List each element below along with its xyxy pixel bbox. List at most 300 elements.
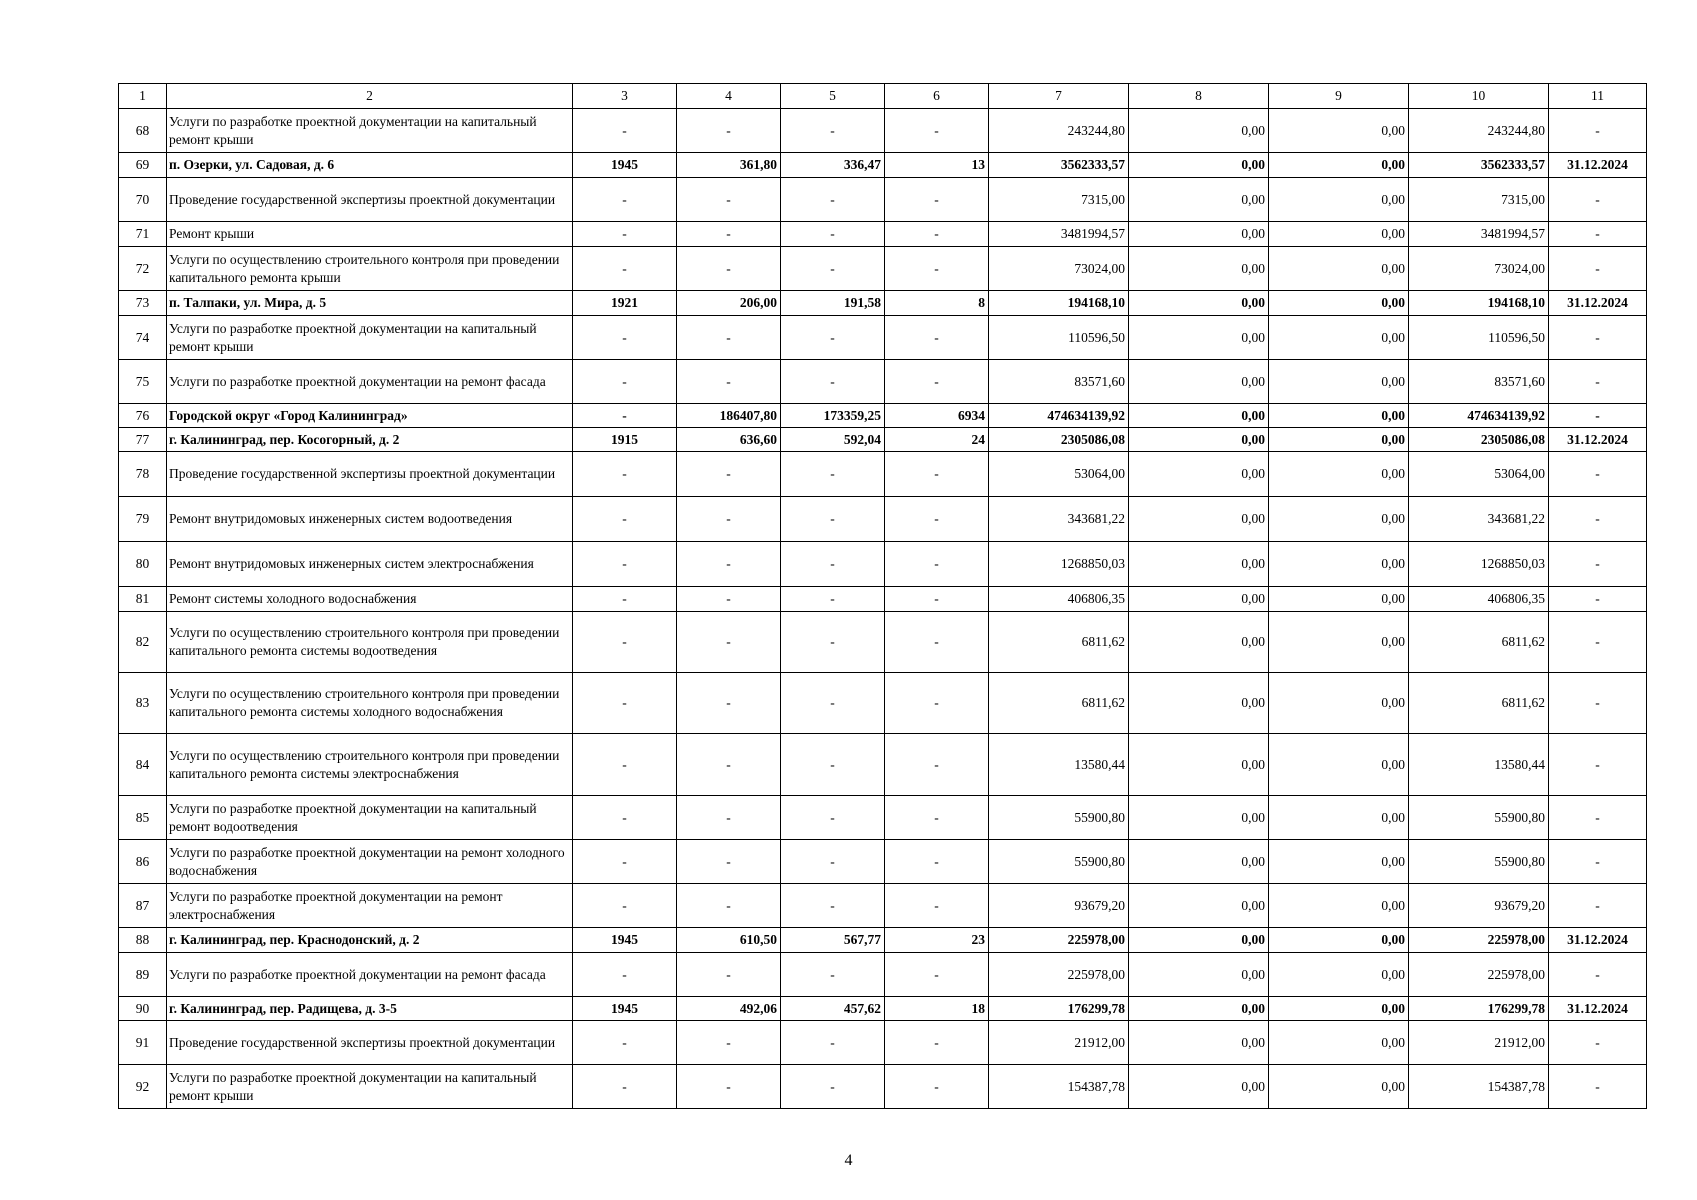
table-header-row: [119, 84, 1647, 109]
value-cell: 2305086,08: [989, 428, 1129, 452]
value-cell: -: [677, 673, 781, 734]
value-cell: -: [1549, 796, 1647, 840]
value-cell: 13580,44: [989, 734, 1129, 796]
value-cell: 0,00: [1129, 153, 1269, 178]
item-name-cell: Услуги по разработке проектной документации на ремонт электроснабжения: [167, 884, 573, 928]
row-number-cell: 73: [119, 291, 167, 316]
value-cell: -: [677, 1021, 781, 1065]
value-cell: -: [677, 542, 781, 587]
value-cell: 154387,78: [989, 1065, 1129, 1109]
item-name-cell: Ремонт системы холодного водоснабжения: [167, 587, 573, 612]
value-cell: -: [781, 178, 885, 222]
value-cell: -: [781, 612, 885, 673]
value-cell: 0,00: [1269, 612, 1409, 673]
column-header: 7: [989, 84, 1129, 109]
item-name-cell: Услуги по разработке проектной документации на ремонт фасада: [167, 953, 573, 997]
table-row: [119, 291, 1647, 316]
item-name-cell: Проведение государственной экспертизы проектной документации: [167, 1021, 573, 1065]
value-cell: 154387,78: [1409, 1065, 1549, 1109]
value-cell: 243244,80: [989, 109, 1129, 153]
table-row: [119, 360, 1647, 404]
value-cell: -: [677, 360, 781, 404]
table-row: [119, 452, 1647, 497]
value-cell: -: [677, 222, 781, 247]
value-cell: -: [573, 1065, 677, 1109]
value-cell: 0,00: [1269, 673, 1409, 734]
value-cell: 1268850,03: [989, 542, 1129, 587]
value-cell: -: [885, 612, 989, 673]
value-cell: 0,00: [1269, 291, 1409, 316]
row-number-cell: 86: [119, 840, 167, 884]
column-header: 8: [1129, 84, 1269, 109]
column-header: 4: [677, 84, 781, 109]
value-cell: 1921: [573, 291, 677, 316]
value-cell: 0,00: [1129, 1021, 1269, 1065]
value-cell: 3481994,57: [989, 222, 1129, 247]
value-cell: -: [781, 316, 885, 360]
value-cell: -: [781, 953, 885, 997]
value-cell: 0,00: [1129, 291, 1269, 316]
value-cell: -: [885, 178, 989, 222]
value-cell: -: [573, 953, 677, 997]
value-cell: 31.12.2024: [1549, 153, 1647, 178]
value-cell: -: [1549, 673, 1647, 734]
value-cell: 336,47: [781, 153, 885, 178]
row-number-cell: 68: [119, 109, 167, 153]
item-name-cell: Услуги по разработке проектной документации на ремонт холодного водоснабжения: [167, 840, 573, 884]
value-cell: 206,00: [677, 291, 781, 316]
value-cell: 1945: [573, 153, 677, 178]
value-cell: -: [885, 796, 989, 840]
value-cell: 83571,60: [1409, 360, 1549, 404]
value-cell: -: [573, 840, 677, 884]
value-cell: -: [1549, 452, 1647, 497]
value-cell: 3562333,57: [989, 153, 1129, 178]
value-cell: -: [573, 316, 677, 360]
value-cell: -: [573, 222, 677, 247]
page-number: 4: [844, 1152, 853, 1169]
value-cell: -: [1549, 953, 1647, 997]
row-number-cell: 87: [119, 884, 167, 928]
item-name-cell: Услуги по осуществлению строительного контроля при проведении капитального ремонта системы водоотведения: [167, 612, 573, 673]
value-cell: 567,77: [781, 928, 885, 953]
table-row: [119, 542, 1647, 587]
value-cell: 176299,78: [989, 997, 1129, 1021]
value-cell: -: [1549, 840, 1647, 884]
value-cell: 0,00: [1269, 222, 1409, 247]
value-cell: 474634139,92: [1409, 404, 1549, 428]
value-cell: 18: [885, 997, 989, 1021]
value-cell: 0,00: [1129, 109, 1269, 153]
value-cell: 361,80: [677, 153, 781, 178]
value-cell: -: [885, 587, 989, 612]
value-cell: -: [781, 360, 885, 404]
table-row: [119, 884, 1647, 928]
item-name-cell: Услуги по осуществлению строительного контроля при проведении капитального ремонта крыши: [167, 247, 573, 291]
value-cell: 110596,50: [1409, 316, 1549, 360]
value-cell: 0,00: [1269, 884, 1409, 928]
value-cell: -: [885, 1021, 989, 1065]
item-name-cell: Проведение государственной экспертизы проектной документации: [167, 452, 573, 497]
row-number-cell: 75: [119, 360, 167, 404]
row-number-cell: 84: [119, 734, 167, 796]
item-name-cell: г. Калининград, пер. Косогорный, д. 2: [167, 428, 573, 452]
value-cell: 0,00: [1269, 1021, 1409, 1065]
value-cell: 492,06: [677, 997, 781, 1021]
value-cell: 0,00: [1269, 1065, 1409, 1109]
value-cell: 225978,00: [1409, 928, 1549, 953]
value-cell: 0,00: [1129, 796, 1269, 840]
row-number-cell: 88: [119, 928, 167, 953]
value-cell: 0,00: [1269, 928, 1409, 953]
item-name-cell: Услуги по осуществлению строительного контроля при проведении капитального ремонта системы электроснабжения: [167, 734, 573, 796]
value-cell: -: [885, 497, 989, 542]
value-cell: 23: [885, 928, 989, 953]
value-cell: 343681,22: [1409, 497, 1549, 542]
value-cell: 406806,35: [989, 587, 1129, 612]
value-cell: 0,00: [1129, 316, 1269, 360]
value-cell: -: [1549, 612, 1647, 673]
value-cell: 31.12.2024: [1549, 928, 1647, 953]
value-cell: -: [677, 840, 781, 884]
table-row: [119, 734, 1647, 796]
table-row: [119, 497, 1647, 542]
value-cell: 6811,62: [989, 612, 1129, 673]
value-cell: 1945: [573, 997, 677, 1021]
value-cell: -: [781, 222, 885, 247]
value-cell: 0,00: [1129, 734, 1269, 796]
table-row: [119, 928, 1647, 953]
value-cell: -: [1549, 1021, 1647, 1065]
table-row: [119, 612, 1647, 673]
column-header: 11: [1549, 84, 1647, 109]
value-cell: -: [573, 178, 677, 222]
value-cell: -: [1549, 734, 1647, 796]
value-cell: -: [885, 360, 989, 404]
value-cell: -: [885, 542, 989, 587]
value-cell: -: [677, 109, 781, 153]
value-cell: -: [573, 734, 677, 796]
row-number-cell: 78: [119, 452, 167, 497]
value-cell: 0,00: [1269, 153, 1409, 178]
value-cell: -: [885, 953, 989, 997]
value-cell: 7315,00: [989, 178, 1129, 222]
value-cell: -: [677, 884, 781, 928]
value-cell: 474634139,92: [989, 404, 1129, 428]
column-header: 9: [1269, 84, 1409, 109]
value-cell: -: [677, 247, 781, 291]
value-cell: 406806,35: [1409, 587, 1549, 612]
row-number-cell: 77: [119, 428, 167, 452]
value-cell: 6811,62: [1409, 673, 1549, 734]
value-cell: -: [573, 673, 677, 734]
value-cell: -: [885, 109, 989, 153]
item-name-cell: Услуги по разработке проектной документации на капитальный ремонт водоотведения: [167, 796, 573, 840]
value-cell: -: [1549, 1065, 1647, 1109]
value-cell: 0,00: [1129, 884, 1269, 928]
value-cell: -: [1549, 222, 1647, 247]
value-cell: 0,00: [1129, 222, 1269, 247]
value-cell: -: [1549, 542, 1647, 587]
row-number-cell: 69: [119, 153, 167, 178]
value-cell: 0,00: [1269, 109, 1409, 153]
table-row: [119, 1021, 1647, 1065]
value-cell: 191,58: [781, 291, 885, 316]
value-cell: 0,00: [1269, 840, 1409, 884]
value-cell: -: [677, 587, 781, 612]
value-cell: 13: [885, 153, 989, 178]
item-name-cell: г. Калининград, пер. Краснодонский, д. 2: [167, 928, 573, 953]
table-row: [119, 316, 1647, 360]
value-cell: 93679,20: [1409, 884, 1549, 928]
item-name-cell: Ремонт внутридомовых инженерных систем электроснабжения: [167, 542, 573, 587]
row-number-cell: 89: [119, 953, 167, 997]
value-cell: -: [677, 953, 781, 997]
value-cell: -: [677, 734, 781, 796]
value-cell: -: [677, 497, 781, 542]
value-cell: -: [781, 542, 885, 587]
value-cell: 0,00: [1129, 1065, 1269, 1109]
value-cell: 21912,00: [1409, 1021, 1549, 1065]
item-name-cell: Услуги по разработке проектной документации на капитальный ремонт крыши: [167, 109, 573, 153]
value-cell: -: [885, 247, 989, 291]
value-cell: 24: [885, 428, 989, 452]
value-cell: 83571,60: [989, 360, 1129, 404]
table-row: [119, 404, 1647, 428]
value-cell: -: [1549, 360, 1647, 404]
value-cell: -: [573, 884, 677, 928]
value-cell: 457,62: [781, 997, 885, 1021]
value-cell: -: [573, 1021, 677, 1065]
value-cell: -: [885, 1065, 989, 1109]
value-cell: 1268850,03: [1409, 542, 1549, 587]
table-row: [119, 796, 1647, 840]
value-cell: -: [573, 360, 677, 404]
item-name-cell: Услуги по разработке проектной документации на ремонт фасада: [167, 360, 573, 404]
value-cell: 0,00: [1269, 542, 1409, 587]
table-row: [119, 222, 1647, 247]
value-cell: -: [1549, 884, 1647, 928]
item-name-cell: Проведение государственной экспертизы проектной документации: [167, 178, 573, 222]
value-cell: 0,00: [1269, 953, 1409, 997]
document-sheet: [118, 83, 1646, 1109]
value-cell: -: [781, 1021, 885, 1065]
value-cell: 31.12.2024: [1549, 428, 1647, 452]
value-cell: 53064,00: [1409, 452, 1549, 497]
value-cell: 0,00: [1129, 587, 1269, 612]
value-cell: 0,00: [1129, 840, 1269, 884]
value-cell: 0,00: [1129, 247, 1269, 291]
row-number-cell: 91: [119, 1021, 167, 1065]
row-number-cell: 85: [119, 796, 167, 840]
item-name-cell: Услуги по разработке проектной документации на капитальный ремонт крыши: [167, 316, 573, 360]
value-cell: -: [781, 247, 885, 291]
value-cell: 6811,62: [989, 673, 1129, 734]
value-cell: -: [677, 1065, 781, 1109]
item-name-cell: Ремонт внутридомовых инженерных систем водоотведения: [167, 497, 573, 542]
value-cell: 55900,80: [989, 840, 1129, 884]
row-number-cell: 70: [119, 178, 167, 222]
value-cell: 194168,10: [1409, 291, 1549, 316]
value-cell: -: [1549, 497, 1647, 542]
value-cell: 73024,00: [989, 247, 1129, 291]
value-cell: 186407,80: [677, 404, 781, 428]
value-cell: -: [885, 452, 989, 497]
value-cell: 225978,00: [989, 928, 1129, 953]
value-cell: 21912,00: [989, 1021, 1129, 1065]
value-cell: 7315,00: [1409, 178, 1549, 222]
value-cell: -: [885, 840, 989, 884]
value-cell: -: [885, 316, 989, 360]
value-cell: 592,04: [781, 428, 885, 452]
value-cell: 1945: [573, 928, 677, 953]
value-cell: 194168,10: [989, 291, 1129, 316]
value-cell: 243244,80: [1409, 109, 1549, 153]
value-cell: 176299,78: [1409, 997, 1549, 1021]
value-cell: 0,00: [1129, 404, 1269, 428]
value-cell: 173359,25: [781, 404, 885, 428]
value-cell: -: [573, 542, 677, 587]
data-table: [118, 83, 1647, 1109]
item-name-cell: п. Талпаки, ул. Мира, д. 5: [167, 291, 573, 316]
column-header: 1: [119, 84, 167, 109]
table-row: [119, 587, 1647, 612]
value-cell: -: [677, 796, 781, 840]
value-cell: 0,00: [1269, 452, 1409, 497]
value-cell: -: [781, 884, 885, 928]
value-cell: -: [573, 109, 677, 153]
value-cell: -: [573, 587, 677, 612]
value-cell: 3481994,57: [1409, 222, 1549, 247]
value-cell: 0,00: [1129, 360, 1269, 404]
value-cell: -: [885, 734, 989, 796]
value-cell: -: [677, 452, 781, 497]
value-cell: -: [1549, 316, 1647, 360]
value-cell: 55900,80: [989, 796, 1129, 840]
row-number-cell: 83: [119, 673, 167, 734]
value-cell: 73024,00: [1409, 247, 1549, 291]
value-cell: -: [1549, 178, 1647, 222]
value-cell: -: [885, 884, 989, 928]
table-row: [119, 109, 1647, 153]
value-cell: -: [781, 734, 885, 796]
value-cell: 0,00: [1269, 428, 1409, 452]
value-cell: -: [781, 587, 885, 612]
value-cell: -: [573, 612, 677, 673]
value-cell: 3562333,57: [1409, 153, 1549, 178]
value-cell: 0,00: [1269, 247, 1409, 291]
value-cell: 225978,00: [989, 953, 1129, 997]
value-cell: 55900,80: [1409, 796, 1549, 840]
value-cell: 0,00: [1269, 404, 1409, 428]
value-cell: -: [573, 404, 677, 428]
table-row: [119, 178, 1647, 222]
value-cell: 0,00: [1269, 360, 1409, 404]
item-name-cell: г. Калининград, пер. Радищева, д. 3-5: [167, 997, 573, 1021]
item-name-cell: Услуги по осуществлению строительного контроля при проведении капитального ремонта системы холодного водоснабжения: [167, 673, 573, 734]
table-row: [119, 1065, 1647, 1109]
value-cell: 1915: [573, 428, 677, 452]
item-name-cell: Ремонт крыши: [167, 222, 573, 247]
row-number-cell: 80: [119, 542, 167, 587]
column-header: 5: [781, 84, 885, 109]
item-name-cell: Услуги по разработке проектной документации на капитальный ремонт крыши: [167, 1065, 573, 1109]
value-cell: 0,00: [1129, 452, 1269, 497]
row-number-cell: 79: [119, 497, 167, 542]
row-number-cell: 81: [119, 587, 167, 612]
value-cell: 6811,62: [1409, 612, 1549, 673]
value-cell: -: [1549, 247, 1647, 291]
value-cell: -: [1549, 404, 1647, 428]
value-cell: -: [885, 673, 989, 734]
column-header: 3: [573, 84, 677, 109]
value-cell: 0,00: [1269, 316, 1409, 360]
table-row: [119, 247, 1647, 291]
table-row: [119, 428, 1647, 452]
value-cell: 0,00: [1129, 612, 1269, 673]
value-cell: 225978,00: [1409, 953, 1549, 997]
value-cell: 31.12.2024: [1549, 997, 1647, 1021]
value-cell: 6934: [885, 404, 989, 428]
value-cell: 13580,44: [1409, 734, 1549, 796]
value-cell: 8: [885, 291, 989, 316]
value-cell: -: [781, 673, 885, 734]
table-row: [119, 153, 1647, 178]
value-cell: -: [885, 222, 989, 247]
value-cell: 0,00: [1269, 796, 1409, 840]
value-cell: -: [677, 178, 781, 222]
value-cell: 0,00: [1129, 928, 1269, 953]
table-row: [119, 840, 1647, 884]
value-cell: 0,00: [1269, 497, 1409, 542]
value-cell: 0,00: [1269, 997, 1409, 1021]
row-number-cell: 74: [119, 316, 167, 360]
value-cell: 0,00: [1129, 178, 1269, 222]
value-cell: 0,00: [1129, 497, 1269, 542]
column-header: 6: [885, 84, 989, 109]
value-cell: 343681,22: [989, 497, 1129, 542]
table-row: [119, 953, 1647, 997]
value-cell: -: [677, 316, 781, 360]
value-cell: 0,00: [1269, 587, 1409, 612]
column-header: 2: [167, 84, 573, 109]
row-number-cell: 76: [119, 404, 167, 428]
value-cell: 0,00: [1129, 542, 1269, 587]
table-body: [119, 84, 1647, 1109]
value-cell: 0,00: [1269, 178, 1409, 222]
item-name-cell: Городской округ «Город Калининград»: [167, 404, 573, 428]
row-number-cell: 92: [119, 1065, 167, 1109]
value-cell: 93679,20: [989, 884, 1129, 928]
value-cell: -: [573, 247, 677, 291]
value-cell: 0,00: [1129, 428, 1269, 452]
value-cell: 0,00: [1129, 953, 1269, 997]
value-cell: 31.12.2024: [1549, 291, 1647, 316]
row-number-cell: 72: [119, 247, 167, 291]
value-cell: 53064,00: [989, 452, 1129, 497]
row-number-cell: 82: [119, 612, 167, 673]
row-number-cell: 71: [119, 222, 167, 247]
value-cell: -: [781, 796, 885, 840]
value-cell: 610,50: [677, 928, 781, 953]
value-cell: -: [573, 452, 677, 497]
value-cell: 636,60: [677, 428, 781, 452]
value-cell: -: [1549, 587, 1647, 612]
value-cell: -: [677, 612, 781, 673]
value-cell: -: [781, 497, 885, 542]
value-cell: 2305086,08: [1409, 428, 1549, 452]
value-cell: -: [781, 1065, 885, 1109]
